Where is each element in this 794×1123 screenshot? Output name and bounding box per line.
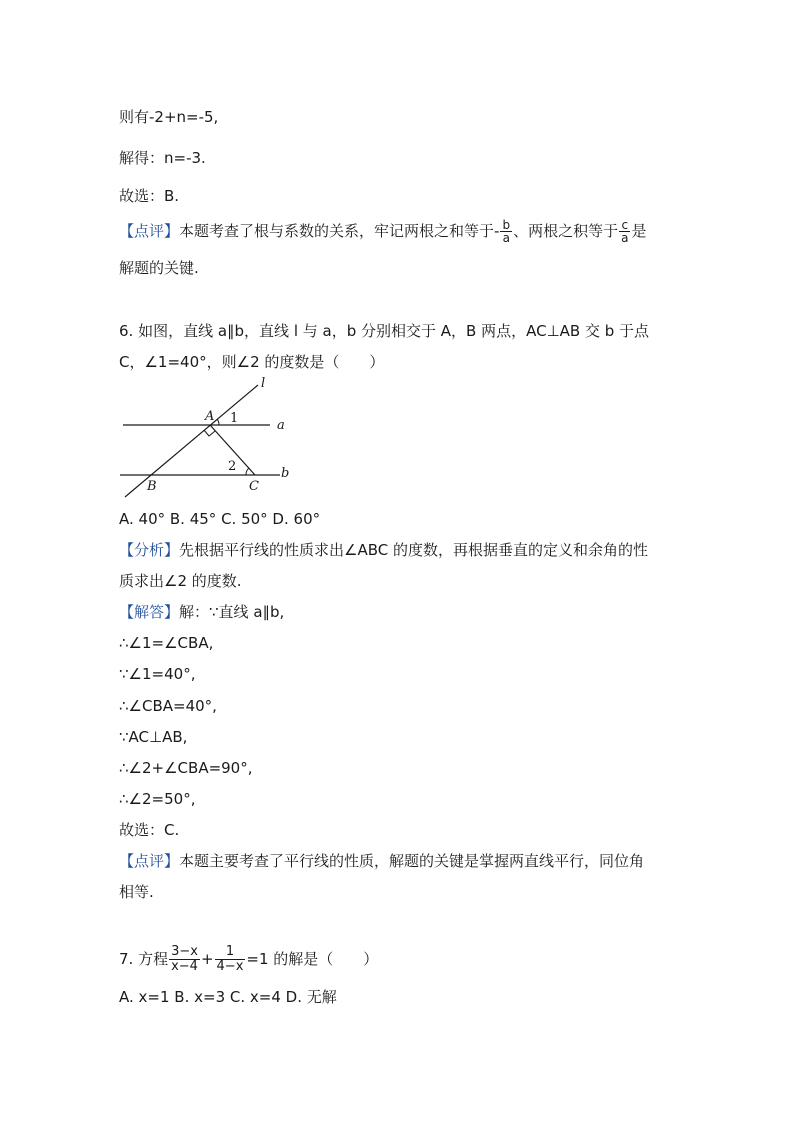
- label-C: C: [249, 479, 259, 494]
- comment-text: 本题考查了根与系数的关系，牢记两根之和等于-: [179, 222, 500, 240]
- solution-choice: 故选：B.: [119, 187, 180, 205]
- fraction-numerator: b: [502, 218, 511, 232]
- label-B: B: [147, 479, 157, 494]
- question-6-options: A. 40° B. 45° C. 50° D. 60°: [119, 510, 321, 528]
- fraction-numerator: 1: [215, 945, 246, 960]
- answer-step: ∴∠1=∠CBA,: [119, 634, 214, 652]
- answer-paragraph: [119, 602, 284, 622]
- fraction-c-over-a: [619, 219, 630, 244]
- comment-paragraph: [119, 851, 644, 871]
- comment-text: 本题主要考查了平行线的性质，解题的关键是掌握两直线平行，同位角: [179, 852, 645, 870]
- question-6-figure: [115, 375, 300, 500]
- label-A: A: [205, 409, 215, 424]
- question-6-stem: 6. 如图，直线 a∥b，直线 l 与 a，b 分别相交于 A，B 两点，AC⊥AB 交 b 于点: [119, 322, 650, 340]
- fraction-b-over-a: [500, 219, 512, 244]
- comment-text: 是: [631, 222, 647, 240]
- question-7-suffix: =1 的解是（ ）: [246, 950, 379, 968]
- analysis-text: 先根据平行线的性质求出∠ABC 的度数，再根据垂直的定义和余角的性: [179, 541, 648, 559]
- comment-text: 、两根之积等于: [513, 222, 619, 240]
- angle-2-arc: [246, 468, 249, 475]
- right-angle-mark: [204, 430, 215, 436]
- question-7-prefix: 7. 方程: [119, 950, 169, 968]
- question-6-stem-cont: C，∠1=40°，则∠2 的度数是（ ）: [119, 353, 385, 371]
- label-a: a: [277, 418, 285, 433]
- answer-text: 解：∵直线 a∥b,: [179, 603, 285, 621]
- fraction-denominator: a: [502, 231, 510, 245]
- fraction-3-x-over-x-4: [169, 945, 200, 974]
- angle-1-arc: [217, 419, 219, 425]
- label-l: l: [261, 376, 266, 391]
- solution-line: 解得：n=-3.: [119, 149, 206, 167]
- fraction-denominator: 4−x: [216, 959, 244, 974]
- answer-step: ∵AC⊥AB,: [119, 728, 188, 746]
- question-7-options: A. x=1 B. x=3 C. x=4 D. 无解: [119, 988, 337, 1006]
- label-2: 2: [228, 459, 237, 474]
- fraction-numerator: c: [619, 219, 630, 232]
- solution-line: 则有-2+n=-5,: [119, 108, 219, 126]
- plus-sign: +: [200, 950, 214, 968]
- label-1: 1: [230, 411, 239, 426]
- answer-choice: 故选：C.: [119, 821, 180, 839]
- fraction-1-over-4-x: [215, 945, 246, 974]
- label-b: b: [281, 466, 290, 481]
- fraction-denominator: x−4: [171, 959, 198, 974]
- answer-step: ∴∠2+∠CBA=90°,: [119, 759, 253, 777]
- question-7-stem: [119, 944, 378, 974]
- analysis-paragraph: [119, 540, 648, 560]
- fraction-denominator: a: [621, 231, 629, 245]
- comment-text-cont: 相等.: [119, 883, 154, 901]
- comment-text-cont: 解题的关键.: [119, 259, 199, 277]
- fraction-numerator: 3−x: [171, 944, 198, 959]
- comment-paragraph: [119, 219, 646, 244]
- answer-tag: 【解答】: [119, 603, 180, 621]
- comment-tag: 【点评】: [119, 222, 180, 240]
- analysis-text-cont: 质求出∠2 的度数.: [119, 572, 242, 590]
- answer-step: ∴∠2=50°,: [119, 790, 196, 808]
- answer-step: ∴∠CBA=40°,: [119, 697, 217, 715]
- comment-tag: 【点评】: [119, 852, 180, 870]
- line-l: [125, 385, 258, 497]
- analysis-tag: 【分析】: [119, 541, 180, 559]
- answer-step: ∵∠1=40°,: [119, 665, 196, 683]
